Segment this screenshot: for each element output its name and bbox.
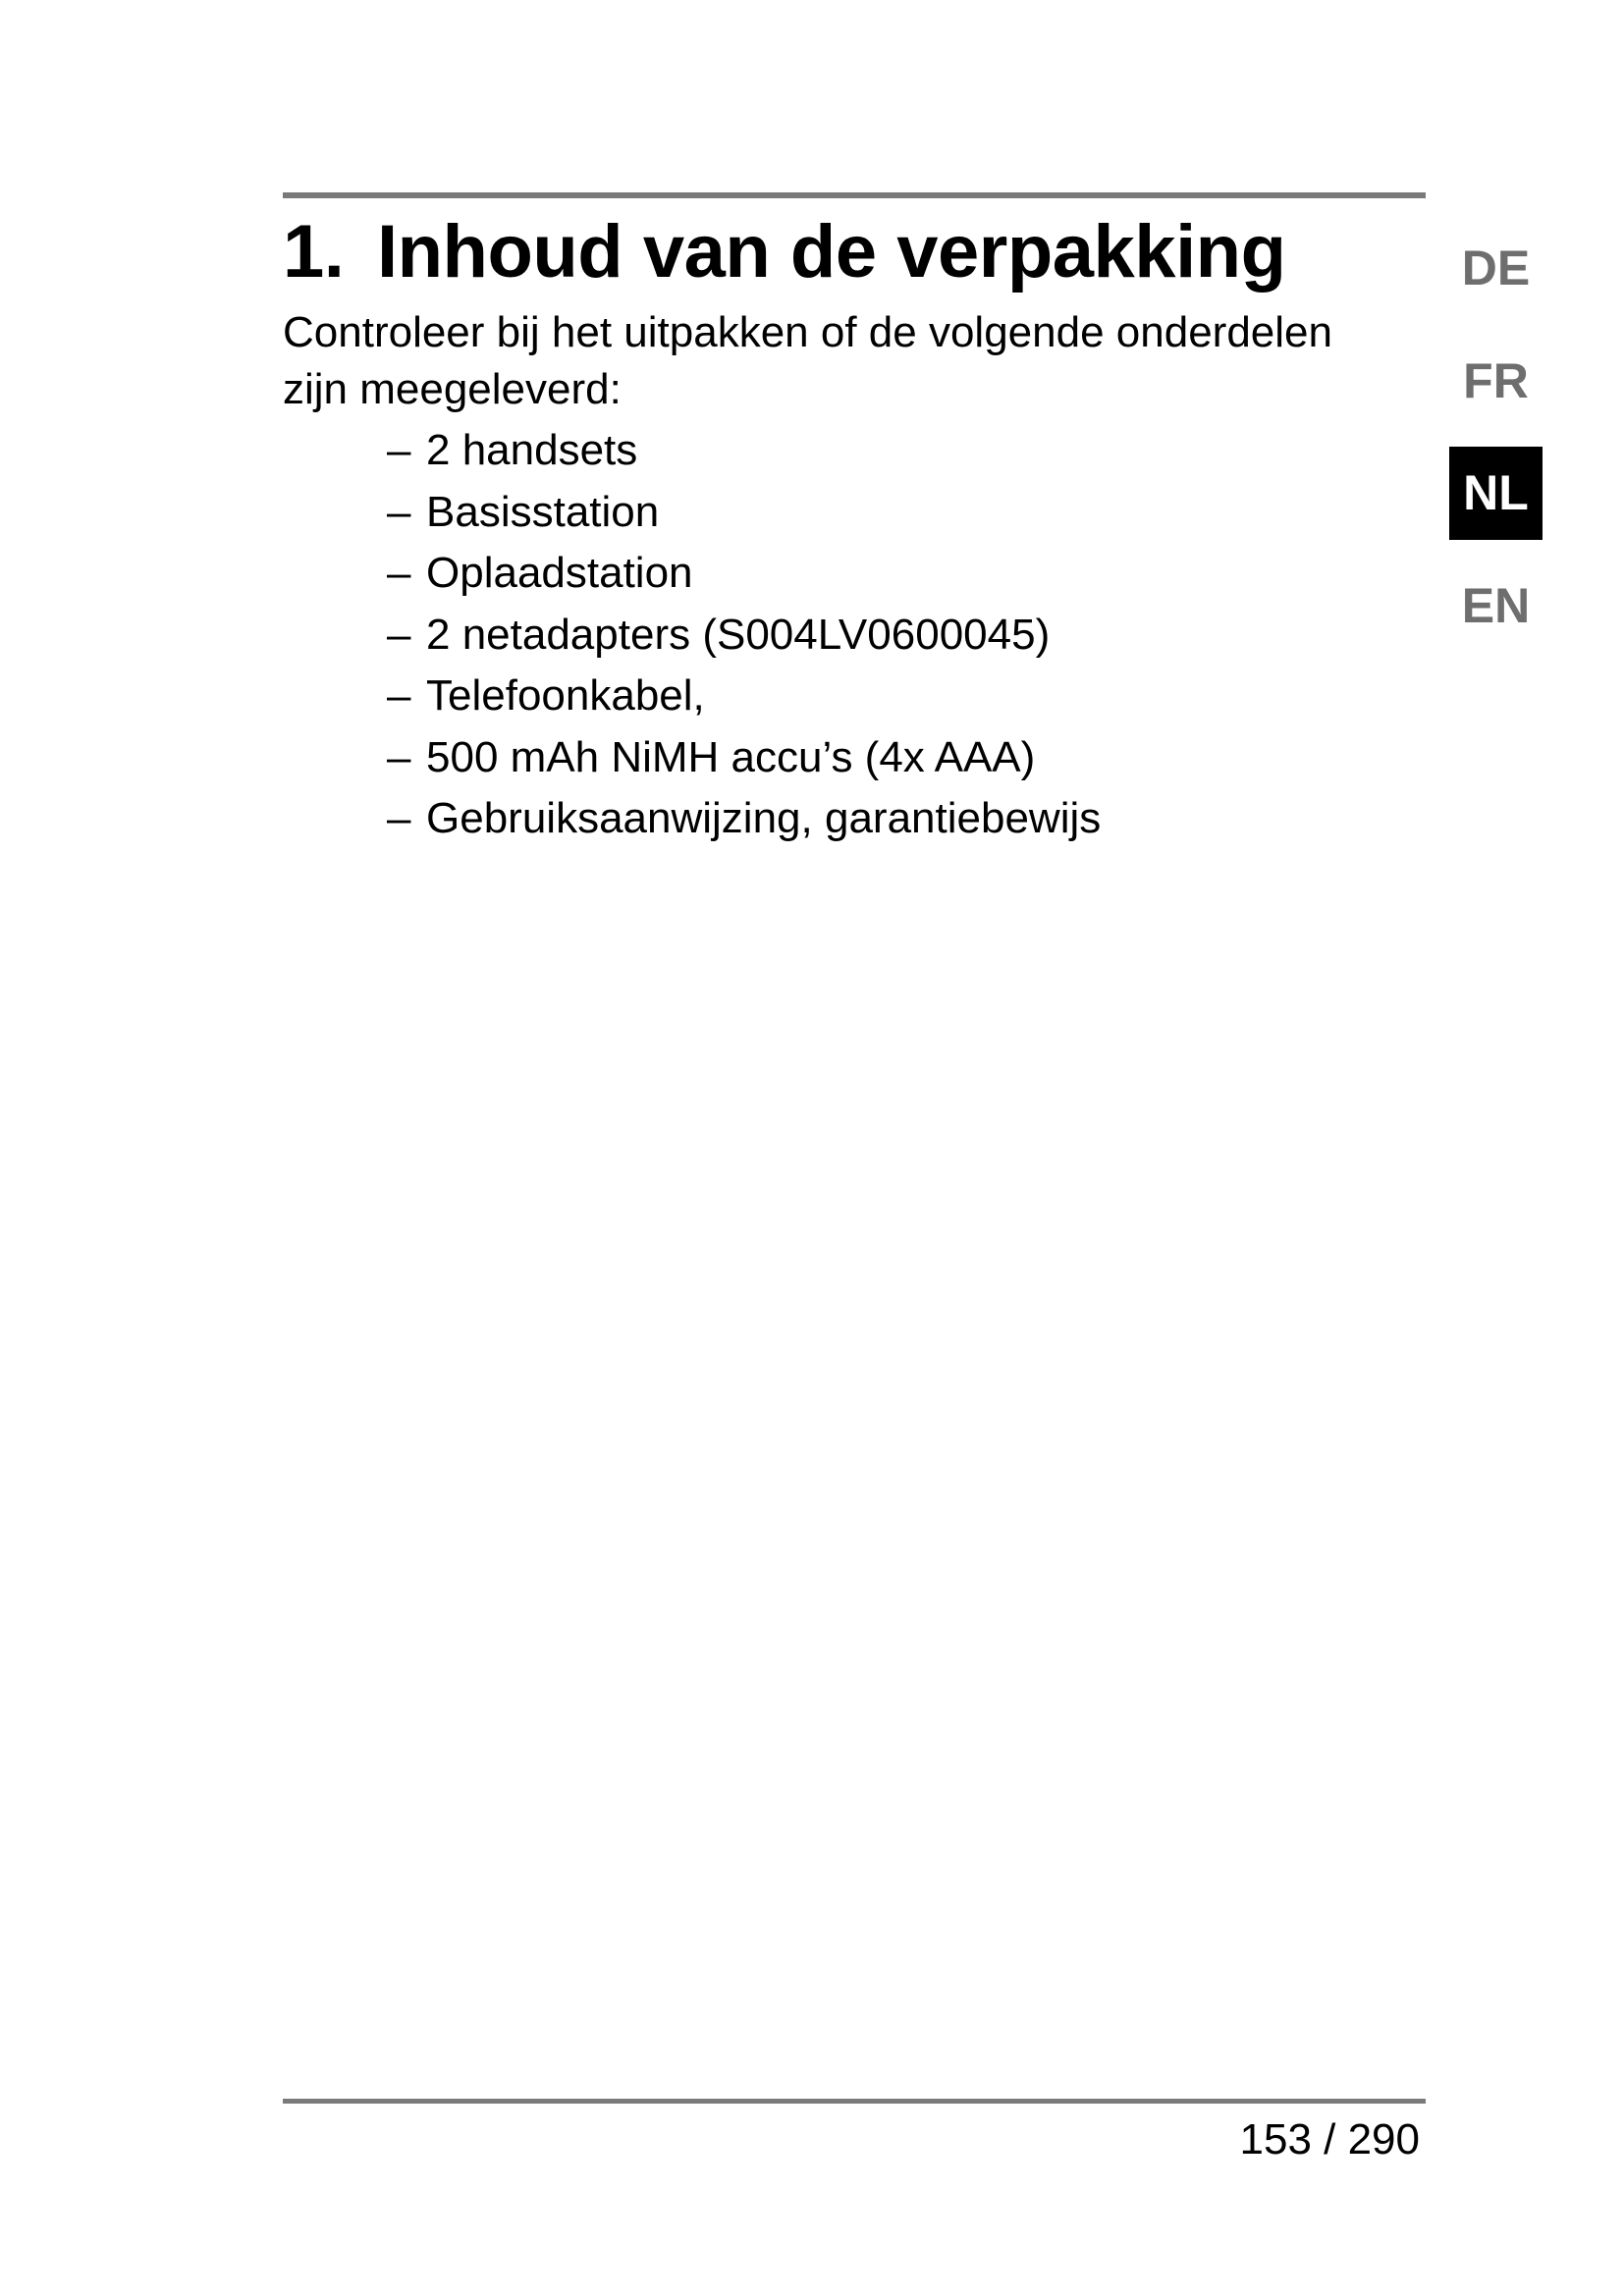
language-tab-nl[interactable]: NL bbox=[1449, 447, 1543, 540]
list-item bbox=[387, 482, 1101, 544]
top-rule bbox=[283, 192, 1426, 198]
section-title: Inhoud van de verpakking bbox=[377, 210, 1286, 294]
list-item-text: Basisstation bbox=[426, 487, 660, 536]
list-item bbox=[387, 543, 1101, 605]
list-item bbox=[387, 727, 1101, 789]
list-item-text: Gebruiksaanwijzing, garantiebewijs bbox=[426, 794, 1102, 842]
list-dash: – bbox=[387, 794, 411, 842]
list-item bbox=[387, 666, 1101, 727]
intro-paragraph: Controleer bij het uitpakken of de volgende onderdelen zijn meegeleverd: bbox=[283, 308, 1332, 413]
list-item-text: 500 mAh NiMH accu’s (4x AAA) bbox=[426, 732, 1036, 781]
list-dash: – bbox=[387, 671, 411, 720]
list-dash: – bbox=[387, 487, 411, 536]
page-number: 153 / 290 bbox=[1239, 2115, 1420, 2163]
list-dash: – bbox=[387, 610, 411, 659]
list-item bbox=[387, 605, 1101, 667]
bottom-rule bbox=[283, 2099, 1426, 2104]
language-tab-fr[interactable]: FR bbox=[1463, 353, 1529, 408]
section-number: 1. bbox=[283, 210, 345, 294]
list-item-text: Oplaadstation bbox=[426, 549, 693, 597]
section-heading bbox=[283, 208, 1286, 296]
list-dash: – bbox=[387, 549, 411, 597]
list-item-text: 2 handsets bbox=[426, 426, 638, 474]
language-tab-en[interactable]: EN bbox=[1461, 578, 1531, 633]
contents-list bbox=[387, 420, 1101, 850]
list-item-text: Telefoonkabel, bbox=[426, 671, 705, 720]
list-item bbox=[387, 788, 1101, 850]
list-item bbox=[387, 420, 1101, 482]
list-dash: – bbox=[387, 732, 411, 781]
language-tab-de[interactable]: DE bbox=[1461, 240, 1531, 295]
list-dash: – bbox=[387, 426, 411, 474]
list-item-text: 2 netadapters (S004LV0600045) bbox=[426, 610, 1051, 659]
